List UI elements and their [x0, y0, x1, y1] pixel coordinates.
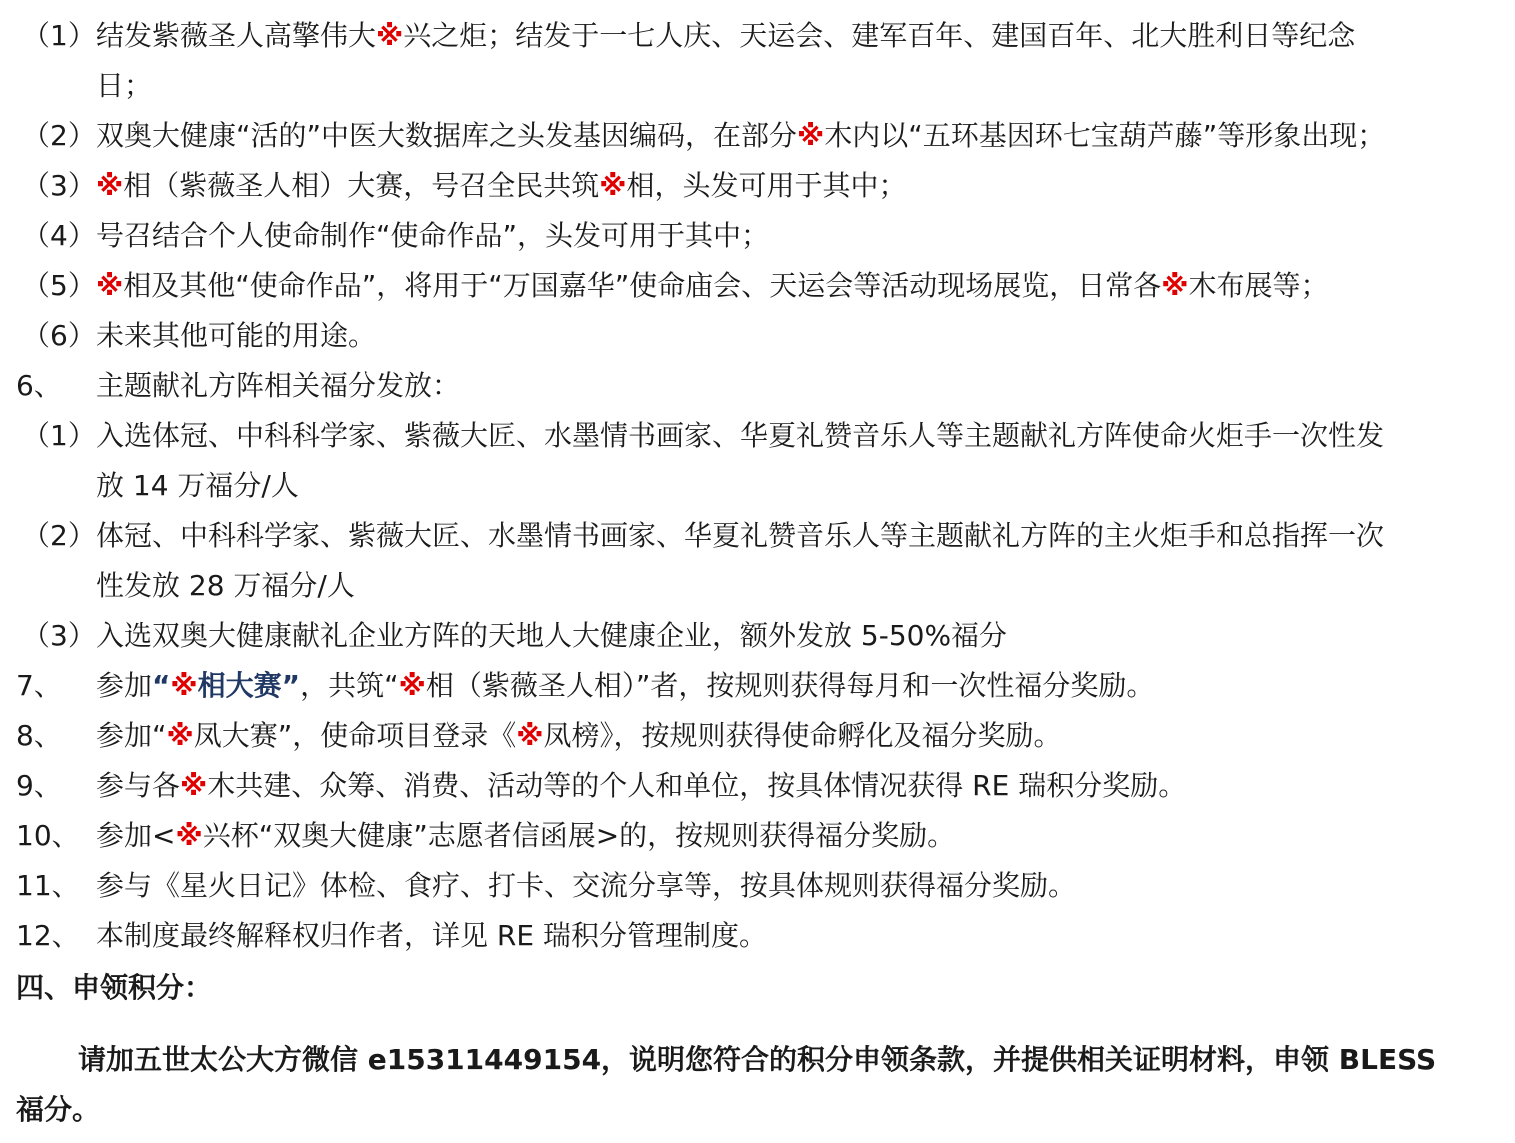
- item-marker: 8、: [16, 719, 62, 752]
- item-marker: 12、: [16, 919, 80, 952]
- item-marker: 6、: [16, 369, 62, 402]
- fire-glyph-icon: ※: [170, 669, 198, 702]
- sub-item-text: 入选体冠、中科科学家、紫薇大匠、水墨情书画家、华夏礼赞音乐人等主题献礼方阵使命火炬手一次性发: [96, 419, 1385, 452]
- fire-glyph-icon: ※: [96, 269, 124, 302]
- item-text: [96, 668, 1154, 704]
- item-marker: 9、: [16, 769, 62, 802]
- item-text: 本制度最终解释权归作者，详见 RE 瑞积分管理制度。: [96, 919, 767, 952]
- sub-item-marker: （1）: [22, 419, 96, 452]
- text-segment: ，共筑“: [300, 669, 399, 702]
- text-segment: 相大赛”: [197, 669, 301, 702]
- sub-item-text: 体冠、中科科学家、紫薇大匠、水墨情书画家、华夏礼赞音乐人等主题献礼方阵的主火炬手和总指挥一次: [96, 519, 1385, 552]
- fire-glyph-icon: ※: [398, 669, 426, 702]
- text-segment: “: [152, 669, 171, 702]
- sub-item-continuation: 日；: [96, 69, 153, 102]
- fire-glyph-icon: ※: [797, 119, 825, 152]
- section-paragraph-line: 请加五世太公大方微信 e15311449154，说明您符合的积分申领条款，并提供相关证明材料，申领 BLESS: [78, 1043, 1437, 1076]
- item-text: [96, 818, 955, 854]
- text-segment: 参与各: [96, 769, 181, 802]
- fire-glyph-icon: ※: [166, 719, 194, 752]
- fire-glyph-icon: ※: [180, 769, 208, 802]
- sub-item-text: 号召结合个人使命制作“使命作品”，头发可用于其中；: [96, 219, 770, 252]
- text-segment: 参加“: [96, 719, 167, 752]
- item-heading: 主题献礼方阵相关福分发放：: [96, 369, 461, 402]
- text-segment: 结发紫薇圣人高擎伟大: [96, 19, 377, 52]
- sub-item-text: [96, 18, 1355, 54]
- sub-item-continuation: 放 14 万福分/人: [96, 469, 299, 502]
- fire-glyph-icon: ※: [1161, 269, 1189, 302]
- text-segment: 参加: [96, 669, 153, 702]
- sub-item-text: [96, 168, 907, 204]
- item-marker: 10、: [16, 819, 80, 852]
- sub-item-marker: （5）: [22, 269, 96, 302]
- text-segment: 相（紫薇圣人相）大赛，号召全民共筑: [123, 169, 600, 202]
- text-segment: 木内以“五环基因环七宝葫芦藤”等形象出现；: [824, 119, 1386, 152]
- sub-item-marker: （4）: [22, 219, 96, 252]
- text-segment: 木共建、众筹、消费、活动等的个人和单位，按具体情况获得 RE 瑞积分奖励。: [207, 769, 1187, 802]
- section-paragraph-line: 福分。: [16, 1093, 101, 1126]
- sub-item-marker: （2）: [22, 519, 96, 552]
- text-segment: 相（紫薇圣人相）”者，按规则获得每月和一次性福分奖励。: [425, 669, 1155, 702]
- item-text: [96, 768, 1186, 804]
- sub-item-marker: （2）: [22, 119, 96, 152]
- fire-glyph-icon: ※: [175, 819, 203, 852]
- text-segment: 木布展等；: [1188, 269, 1329, 302]
- section-heading: 四、申领积分：: [16, 971, 213, 1004]
- item-marker: 7、: [16, 669, 62, 702]
- text-segment: 相及其他“使命作品”，将用于“万国嘉华”使命庙会、天运会等活动现场展览，日常各: [123, 269, 1162, 302]
- sub-item-text: 入选双奥大健康献礼企业方阵的天地人大健康企业，额外发放 5-50%福分: [96, 619, 1008, 652]
- fire-glyph-icon: ※: [376, 19, 404, 52]
- text-segment: 兴之炬；结发于一七人庆、天运会、建军百年、建国百年、北大胜利日等纪念: [403, 19, 1356, 52]
- item-text: 参与《星火日记》体检、食疗、打卡、交流分享等，按具体规则获得福分奖励。: [96, 869, 1077, 902]
- fire-glyph-icon: ※: [96, 169, 124, 202]
- sub-item-marker: （1）: [22, 19, 96, 52]
- text-segment: 凤大赛”，使命项目登录《: [193, 719, 517, 752]
- sub-item-marker: （3）: [22, 619, 96, 652]
- item-marker: 11、: [16, 869, 80, 902]
- item-text: [96, 718, 1062, 754]
- sub-item-marker: （3）: [22, 169, 96, 202]
- sub-item-continuation: 性发放 28 万福分/人: [96, 569, 355, 602]
- text-segment: 凤榜》，按规则获得使命孵化及福分奖励。: [543, 719, 1062, 752]
- fire-glyph-icon: ※: [516, 719, 544, 752]
- text-segment: 参加<: [96, 819, 176, 852]
- sub-item-text: 未来其他可能的用途。: [96, 319, 377, 352]
- text-segment: 双奥大健康“活的”中医大数据库之头发基因编码，在部分: [96, 119, 798, 152]
- text-segment: 兴杯“双奥大健康”志愿者信函展>的，按规则获得福分奖励。: [202, 819, 956, 852]
- sub-item-text: [96, 268, 1329, 304]
- text-segment: 相，头发可用于其中；: [626, 169, 907, 202]
- fire-glyph-icon: ※: [599, 169, 627, 202]
- sub-item-marker: （6）: [22, 319, 96, 352]
- sub-item-text: [96, 118, 1385, 154]
